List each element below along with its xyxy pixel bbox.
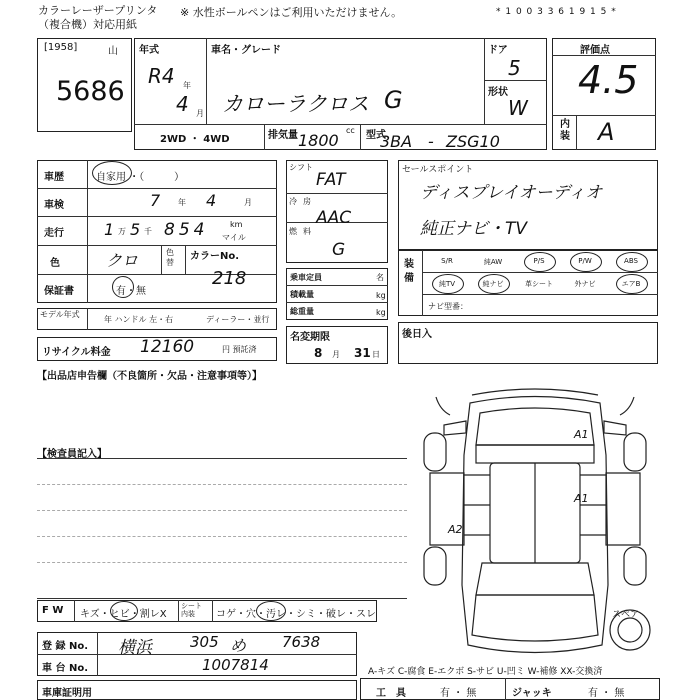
header-notice: ※ 水性ボールペンはご利用いただけません。 bbox=[180, 6, 403, 19]
gross-label: 総重量 bbox=[290, 307, 314, 316]
capacity-label: 乗車定員 bbox=[290, 273, 322, 282]
equipment-item: P/W bbox=[578, 257, 592, 265]
chassis-no-label: 車 台 No. bbox=[42, 663, 89, 674]
equipment-item: 純TV bbox=[438, 280, 456, 288]
inspection-year: 7 bbox=[150, 191, 161, 210]
history-label: 車歴 bbox=[44, 172, 64, 183]
ac-label: 冷房 bbox=[289, 197, 317, 206]
grade: G bbox=[384, 86, 403, 114]
fw-label: F W bbox=[42, 605, 64, 616]
model-label: 型式 bbox=[366, 130, 386, 141]
car-name: カローラクロス bbox=[222, 92, 369, 116]
reg-kana: め bbox=[230, 636, 247, 655]
ac-value: AAC bbox=[316, 208, 352, 228]
later-input-label: 後日入 bbox=[402, 329, 432, 340]
mileage-mile-unit: マイル bbox=[222, 233, 246, 242]
reg-place: 横浜 bbox=[118, 638, 152, 658]
lot-code: [1958] bbox=[44, 42, 78, 53]
fuel-label: 燃料 bbox=[289, 227, 317, 236]
equipment-circle bbox=[524, 252, 556, 272]
shift-value: FAT bbox=[316, 170, 346, 190]
shape-label: 形状 bbox=[488, 87, 508, 98]
expiry-month-unit: 月 bbox=[332, 350, 340, 359]
inspector-notes-label: 【検査員記入】 bbox=[37, 449, 107, 460]
navi-type-label: ナビ型番： bbox=[428, 302, 468, 311]
reg-no-label: 登 録 No. bbox=[42, 641, 89, 652]
expiry-label: 名変期限 bbox=[290, 332, 330, 343]
serial-number: * 1 0 0 3 3 6 1 9 1 5 * bbox=[496, 7, 617, 17]
fw-options: キズ・ヒビ・割レX bbox=[80, 609, 167, 620]
mileage-sen: 5 bbox=[130, 220, 141, 239]
shape-value: W bbox=[508, 96, 528, 120]
damage-mark-3: A2 bbox=[448, 523, 463, 536]
year-label: 年式 bbox=[139, 45, 159, 56]
displacement-label: 排気量 bbox=[268, 130, 298, 141]
interior-label: 内装 bbox=[560, 119, 570, 142]
color-change-label: 色替 bbox=[166, 248, 174, 267]
recycle-unit: 円 預託済 bbox=[222, 345, 257, 354]
year-era: R4 bbox=[148, 64, 175, 88]
equipment-item: 革シート bbox=[525, 280, 553, 288]
color-no-label: カラーNo. bbox=[190, 251, 240, 262]
load-unit: kg bbox=[376, 291, 386, 300]
year-month: 4 bbox=[176, 92, 189, 116]
equipment-circle bbox=[478, 274, 510, 294]
inspection-label: 車検 bbox=[44, 200, 64, 211]
equipment-item: 外ナビ bbox=[574, 280, 596, 288]
month-unit: 月 bbox=[196, 109, 204, 118]
dealer-label: ディーラー・並行 bbox=[206, 315, 270, 324]
cc-unit: cc bbox=[346, 126, 355, 135]
chassis-no: 1007814 bbox=[202, 656, 269, 674]
mileage-sen-unit: 千 bbox=[144, 227, 152, 236]
gross-unit: kg bbox=[376, 308, 386, 317]
equipment-item: 純ナビ bbox=[482, 280, 504, 288]
equipment-circle bbox=[432, 274, 464, 294]
score-value: 4.5 bbox=[578, 58, 639, 102]
equipment-item: P/S bbox=[533, 257, 545, 265]
inspection-month-unit: 月 bbox=[244, 198, 252, 207]
equipment-circle bbox=[570, 252, 602, 272]
interior-value: A bbox=[598, 118, 615, 146]
model-code: ZSG10 bbox=[446, 132, 500, 151]
expiry-day-unit: 日 bbox=[372, 350, 380, 359]
spare-label: スペア bbox=[612, 610, 640, 620]
warranty-label: 保証書 bbox=[44, 286, 74, 297]
color-value: クロ bbox=[106, 251, 139, 270]
header-title-1: カラーレーザープリンタ bbox=[38, 4, 158, 17]
lot-number: 5686 bbox=[56, 76, 125, 107]
tools-options: 有 ・ 無 bbox=[440, 688, 477, 699]
history-options: 自家用 ・（ ） bbox=[96, 172, 185, 183]
reg-num: 7638 bbox=[282, 633, 321, 651]
mileage-rest: 854 bbox=[164, 220, 209, 240]
inspection-year-unit: 年 bbox=[178, 198, 186, 207]
score-label: 評価点 bbox=[580, 45, 610, 56]
equipment-circle bbox=[616, 252, 648, 272]
mileage-man: 1 bbox=[104, 220, 115, 239]
warranty-options: 有・無 bbox=[116, 286, 146, 297]
model-dash: - bbox=[428, 132, 434, 151]
damage-mark-1: A1 bbox=[574, 428, 589, 441]
history-circle bbox=[92, 161, 132, 185]
color-no-value: 218 bbox=[212, 268, 247, 289]
displacement-value: 1800 bbox=[298, 131, 339, 150]
mileage-man-unit: 万 bbox=[118, 227, 126, 236]
later-input-box bbox=[398, 322, 658, 364]
equipment-item: ABS bbox=[624, 257, 638, 265]
equipment-item: S/R bbox=[441, 257, 453, 265]
load-label: 積載量 bbox=[290, 290, 314, 299]
mileage-km-unit: km bbox=[230, 220, 243, 229]
drive-label: 2WD ・ 4WD bbox=[160, 134, 230, 145]
equipment-item: エアB bbox=[621, 280, 641, 288]
color-label: 色 bbox=[50, 258, 60, 269]
model-year-label: モデル年式 bbox=[40, 310, 80, 319]
damage-mark-2: A1 bbox=[574, 492, 589, 505]
seller-notes-label: 【出品店申告欄（不良箇所・欠品・注意事項等）】 bbox=[37, 371, 262, 382]
fuel-value: G bbox=[332, 240, 346, 260]
capacity-unit: 名 bbox=[376, 273, 384, 282]
doors-value: 5 bbox=[508, 56, 521, 80]
fw-circle bbox=[110, 601, 138, 621]
inspection-month: 4 bbox=[206, 191, 217, 210]
equipment-item: 純AW bbox=[483, 258, 503, 266]
year-unit: 年 bbox=[183, 81, 191, 90]
doors-label: ドア bbox=[488, 45, 508, 56]
header-title-2: （複合機）対応用紙 bbox=[38, 18, 137, 31]
tools-label: 工 具 bbox=[376, 688, 406, 699]
jack-options: 有 ・ 無 bbox=[588, 688, 625, 699]
seat-circle bbox=[256, 601, 286, 621]
jack-label: ジャッキ bbox=[512, 688, 552, 699]
sales-point-1: ディスプレイオーディオ bbox=[420, 183, 603, 203]
warranty-circle bbox=[112, 276, 134, 298]
expiry-day: 31 bbox=[354, 346, 371, 360]
name-grade-label: 車名・グレード bbox=[211, 45, 281, 56]
reg-cert-label: 車庫証明用 bbox=[42, 688, 92, 699]
seat-label: シート 内装 bbox=[181, 602, 202, 618]
sales-point-2: 純正ナビ・TV bbox=[420, 219, 528, 239]
lot-unit: 山 bbox=[108, 46, 118, 57]
model-prefix: 3BA bbox=[380, 132, 413, 151]
shift-label: シフト bbox=[289, 163, 313, 172]
handle-label: 年 ハンドル 左・右 bbox=[104, 315, 174, 324]
expiry-month: 8 bbox=[314, 346, 323, 360]
equipment-circle bbox=[616, 274, 648, 294]
recycle-value: 12160 bbox=[140, 337, 195, 357]
seat-options: コゲ・穴・汚レ・シミ・破レ・スレ bbox=[216, 609, 376, 620]
mileage-label: 走行 bbox=[44, 228, 64, 239]
sales-point-label: セールスポイント bbox=[402, 165, 474, 175]
reg-class: 305 bbox=[190, 633, 219, 651]
damage-legend: A-キズ C-腐食 E-エクボ S-サビ U-凹ミ W-補修 XX-交換済 bbox=[368, 667, 603, 677]
equipment-label: 装備 bbox=[404, 259, 414, 284]
recycle-label: リサイクル料金 bbox=[42, 347, 111, 358]
